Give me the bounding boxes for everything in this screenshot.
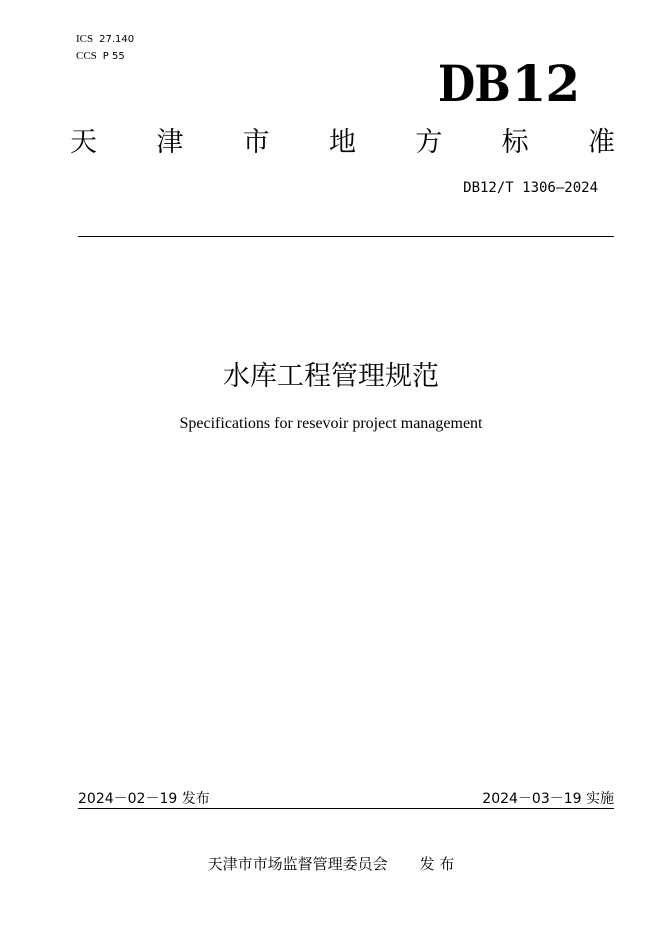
publisher-action: 发 布	[419, 855, 455, 873]
standard-type-char: 标	[501, 127, 529, 158]
publisher-name: 天津市市场监督管理委员会	[207, 855, 388, 873]
publisher-line	[0, 853, 662, 874]
standard-type-char: 方	[415, 127, 443, 158]
logo-code: 12	[511, 54, 580, 113]
ics-code: 27.140	[99, 34, 135, 45]
footer-divider	[78, 808, 614, 809]
issue-label: 发布	[181, 791, 210, 807]
standard-type-char: 地	[328, 127, 356, 158]
standard-type-heading	[70, 126, 615, 160]
ics-classification	[76, 31, 134, 48]
issue-date-line	[78, 788, 210, 808]
standard-number: DB12/T 1306—2024	[463, 180, 598, 196]
ccs-label: CCS	[76, 50, 97, 62]
db12-logo	[438, 56, 579, 112]
standard-type-char: 津	[156, 127, 184, 158]
document-title-english: Specifications for resevoir project management	[179, 415, 483, 432]
standard-type-char: 市	[242, 127, 270, 158]
ccs-code: P 55	[102, 51, 125, 62]
implementation-date: 2024－03－19	[482, 791, 582, 807]
standard-type-char: 天	[70, 127, 97, 158]
issue-date: 2024－02－19	[78, 791, 178, 807]
implementation-label: 实施	[586, 791, 614, 807]
ccs-classification	[76, 48, 125, 65]
standard-type-char: 准	[587, 127, 615, 158]
document-title-chinese: 水库工程管理规范	[223, 361, 439, 392]
ics-label: ICS	[76, 33, 94, 45]
implementation-date-line	[482, 788, 614, 808]
header-divider	[78, 236, 614, 237]
logo-db: DB	[438, 54, 510, 113]
